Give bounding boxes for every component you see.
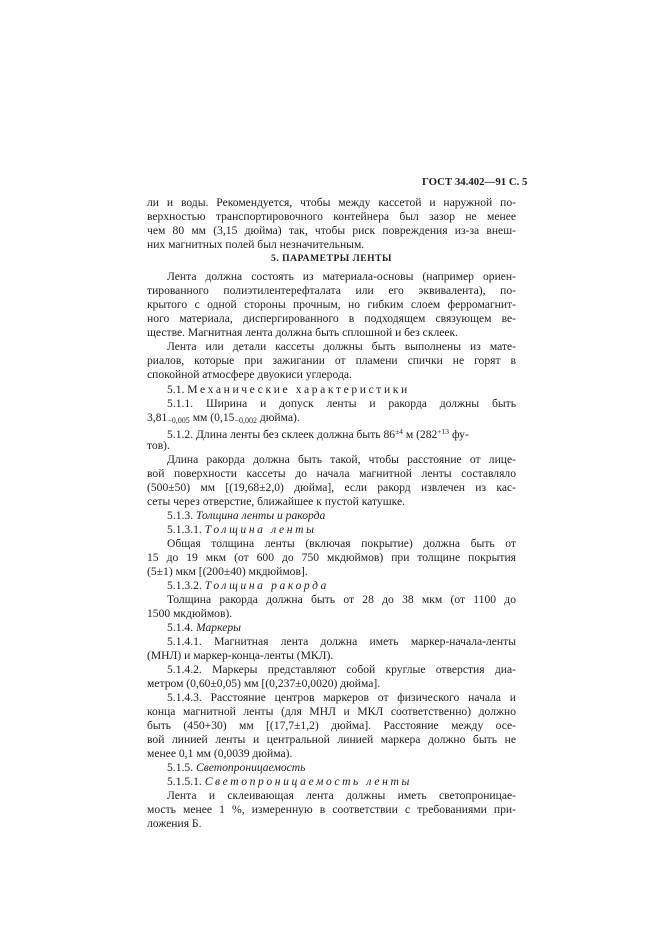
- text-line: 5.1.1. Ширина и допуск ленты и ракорда должны быть: [167, 397, 517, 410]
- text-line: метром (0,60±0,05) мм [(0,237±0,0020) дюйма].: [147, 677, 381, 690]
- text-line: ного материала, диспергированного в подходящем связующем ве-: [147, 312, 516, 325]
- page-header: ГОСТ 34.402—91 С. 5: [422, 176, 528, 188]
- heading-number: 5.1.: [167, 383, 185, 396]
- text-line: 1500 мкдюймов).: [147, 607, 233, 620]
- text-line: ществе. Магнитная лента должна быть сплошной и без склеек.: [147, 326, 459, 339]
- text-line: ложения Б.: [147, 817, 202, 830]
- text-line: (5±1) мкм [(200±40) мкдюймов].: [147, 565, 308, 578]
- text-line: (500±50) мм [(19,68±2,0) дюйма], если ракорд извлечен из кас-: [147, 481, 516, 494]
- text-line: 5.1.4.3. Расстояние центров маркеров от физического начала и: [167, 691, 516, 704]
- text-line: $3,81_{-0,005}$ мм ($0,15_{-0,002}$ дюйма).: [147, 411, 300, 425]
- text-line: риалов, которые при зажигании от пламени спички не горят в: [147, 354, 516, 367]
- text-line: 5.1.4.2. Маркеры представляют собой круглые отверстия диа-: [167, 663, 516, 676]
- subsection-heading: 5.1.4. Маркеры: [167, 621, 242, 634]
- text-line: вой линией ленты и центральной линией маркера должно быть не: [147, 733, 516, 746]
- text-line: Лента и склеивающая лента должны иметь светопроницае-: [167, 789, 516, 802]
- subsection-heading: 5.1.5. Светопроницаемость: [167, 761, 306, 774]
- text-line: 15 до 19 мкм (от 600 до 750 мкдюймов) при толщине покрытия: [147, 551, 516, 564]
- text-line: Общая толщина ленты (включая покрытие) должна быть от: [167, 537, 516, 550]
- text-line: мость менее 1 %, измеренную в соответствии с требованиями при-: [147, 803, 516, 816]
- subsection-heading: [167, 383, 536, 397]
- text-line: тированного полиэтилентерефталата или его эквивалента), по-: [147, 284, 516, 297]
- text-line: верхностью транспортировочного контейнера был зазор не менее: [147, 210, 516, 223]
- text-line: Длина ракорда должна быть такой, чтобы расстояние от лице-: [167, 453, 516, 466]
- text-line: Лента должна состоять из материала-основы (например ориен-: [167, 270, 516, 283]
- text-line: крытого с одной стороны прочным, но гибким слоем ферромагнит-: [147, 298, 516, 311]
- text-line: 5.1.2. Длина ленты без склеек должна быть $86^{\pm 4}$ м ($282^{+13}$ фу-: [167, 427, 469, 441]
- text-line: тов).: [147, 439, 170, 452]
- subsection-heading: 5.1.3.2. Толщина ракорда: [167, 579, 329, 592]
- text-line: 5.1.4.1. Магнитная лента должна иметь маркер-начала-ленты: [167, 635, 516, 648]
- heading-title: Механические характеристики: [187, 383, 410, 396]
- text-line: менее 0,1 мм (0,0039 дюйма).: [147, 747, 293, 760]
- subsection-heading: 5.1.3.1. Толщина ленты: [167, 523, 317, 536]
- text-line: спокойной атмосфере двуокиси углерода.: [147, 368, 352, 381]
- subsection-heading: 5.1.5.1. Светопроницаемость ленты: [167, 775, 412, 788]
- text-line: ли и воды. Рекомендуется, чтобы между кассетой и наружной по-: [147, 196, 516, 209]
- text-line: чем 80 мм (3,15 дюйма) так, чтобы риск повреждения из-за внеш-: [147, 224, 516, 237]
- text-line: Лента или детали кассеты должны быть выполнены из мате-: [167, 340, 516, 353]
- section-title: 5. ПАРАМЕТРЫ ЛЕНТЫ: [271, 253, 392, 264]
- text-line: Толщина ракорда должна быть от 28 до 38 мкм (от 1100 до: [167, 593, 516, 606]
- text-line: вой поверхности кассеты до начала магнитной ленты составляло: [147, 467, 516, 480]
- text-line: быть (450+30) мм [(17,7±1,2) дюйма]. Расстояние между осе-: [147, 719, 516, 732]
- subsection-heading: 5.1.3. Толщина ленты и ракорда: [167, 509, 326, 522]
- text-line: них магнитных полей был незначительным.: [147, 238, 365, 251]
- text-line: конца магнитной ленты (для МНЛ и МКЛ соответственно) должно: [147, 705, 516, 718]
- text-line: сеты через отверстие, ближайшее к пустой катушке.: [147, 495, 406, 508]
- text-line: (МНЛ) и маркер-конца-ленты (МКЛ).: [147, 649, 334, 662]
